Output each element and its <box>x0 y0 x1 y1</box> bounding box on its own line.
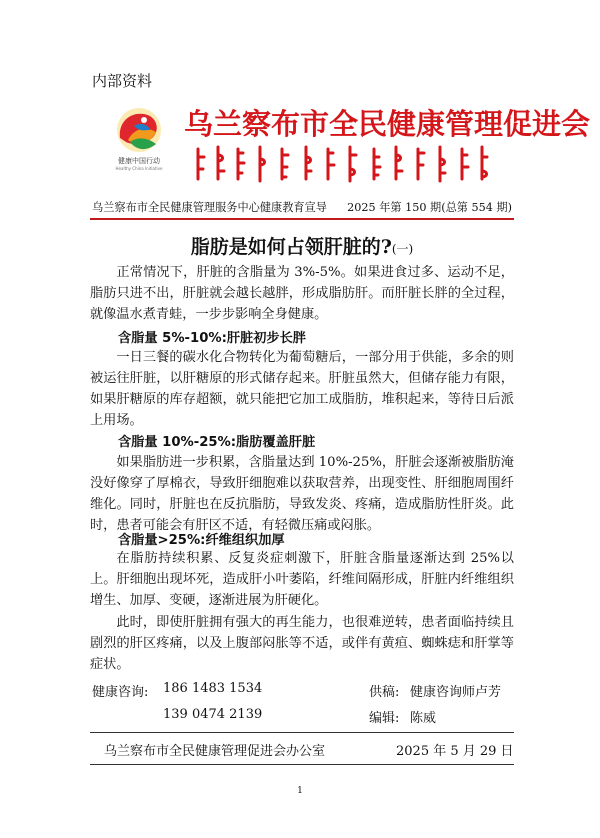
section-3-paragraph-2: 此时，即使肝脏拥有强大的再生能力，也很难逆转，患者面临持续且剧烈的肝区疼痛，以及上腹部闷胀等不适，或伴有黄疸、蜘蛛痣和肝掌等症状。 <box>90 615 514 672</box>
intro-paragraph: 正常情况下，肝脏的含脂量为 3%-5%。如果进食过多、运动不足，脂肪只进不出，肝脏就会越长越胖，形成脂肪肝。而肝脏长胖的全过程，就像温水煮青蛙，一步步影响全身健康。 <box>90 265 514 322</box>
section-3-paragraph-1: 在脂肪持续积累、反复炎症刺激下，肝脏含脂量逐渐达到 25%以上。肝细胞出现坏死，造成肝小叶萎陷，纤维间隔形成，肝脏内纤维组织增生、加厚、变硬，逐渐进展为肝硬化。 <box>90 551 514 608</box>
source-value: 健康咨询师卢芳 <box>410 685 502 700</box>
issuing-unit: 乌兰察布市全民健康管理服务中心健康教育宣导 <box>92 201 327 214</box>
organization-title: 乌兰察布市全民健康管理促进会 <box>184 107 591 141</box>
section-2-paragraph: 如果脂肪进一步积累，含脂量达到 10%-25%，肝脏会逐渐被脂肪淹没好像穿了厚棉衣，导致肝细胞难以获取营养，出现变性、肝细胞周围纤维化。同时，肝脏也在反抗脂肪，导致发炎、疼痛，造成脂肪性肝炎。此时，患者可能会有肝区不适，有轻微压痛或闷胀。 <box>90 455 514 533</box>
issue-subline <box>92 199 512 215</box>
page-number: 1 <box>297 786 303 796</box>
footer-organization: 乌兰察布市全民健康管理促进会办公室 <box>104 744 326 759</box>
issue-number: 2025 年第 150 期(总第 554 期) <box>347 201 512 214</box>
editor-label: 编辑: <box>369 711 400 726</box>
logo-caption-english: Healthy China Initiative <box>115 166 163 171</box>
mongolian-script-title <box>190 143 490 187</box>
article-title-text: 脂肪是如何占领肝脏的? <box>190 236 392 258</box>
section-heading-1: 含脂量 5%-10%:肝脏初步长胖 <box>118 331 306 346</box>
footer-date: 2025 年 5 月 29 日 <box>396 744 514 759</box>
section-heading-2: 含脂量 10%-25%:脂肪覆盖肝脏 <box>118 435 316 450</box>
consult-label: 健康咨询: <box>92 685 149 700</box>
section-1-paragraph: 一日三餐的碳水化合物转化为葡萄糖后，一部分用于供能，多余的则被运往肝脏，以肝糖原的形式储存起来。肝脏虽然大，但储存能力有限，如果肝糖原的库存超额，就只能把它加工成脂肪，堆积起来，等待日后派上用场。 <box>90 350 514 428</box>
footer-bottom-rule <box>90 764 514 765</box>
footer-top-rule <box>90 732 514 733</box>
logo-caption: 健康中国行动 <box>118 157 160 165</box>
consult-phone-2: 139 0474 2139 <box>163 707 263 722</box>
consult-phone-1: 186 1483 1534 <box>163 681 263 696</box>
editor-value: 陈威 <box>410 711 437 726</box>
source-label: 供稿: <box>369 685 400 700</box>
article-title <box>90 232 514 259</box>
section-heading-3: 含脂量>25%:纤维组织加厚 <box>118 533 285 548</box>
header-divider <box>90 218 514 220</box>
internal-material-label: 内部资料 <box>92 72 153 90</box>
article-title-part: (一) <box>391 242 414 256</box>
